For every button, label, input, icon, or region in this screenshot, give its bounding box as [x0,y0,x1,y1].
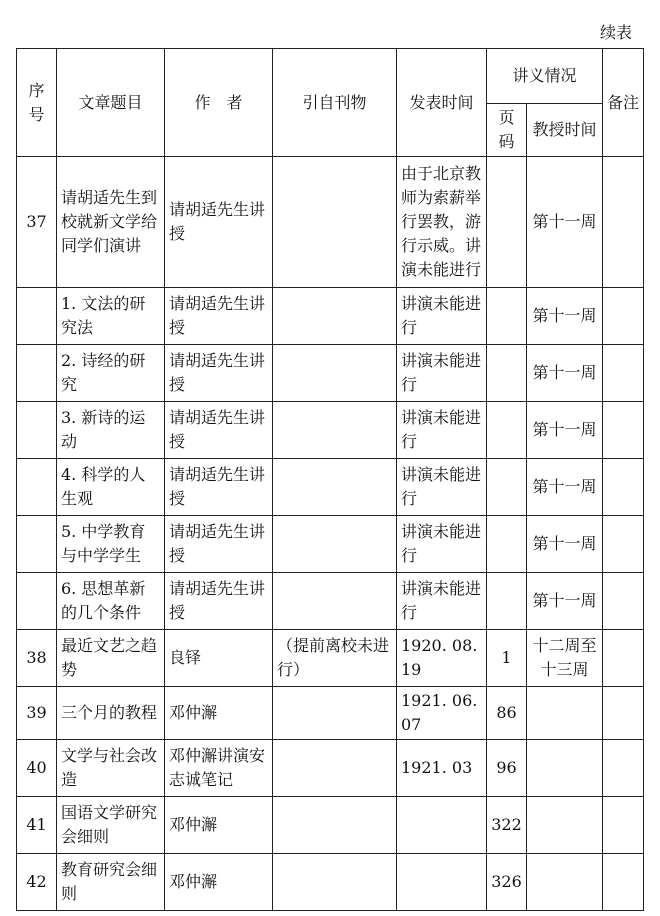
cell-author: 请胡适先生讲授 [165,402,273,459]
cell-note [603,345,644,402]
cell-no [17,573,57,630]
cell-date: 1921. 06. 07 [397,687,487,740]
cell-title: 3. 新诗的运动 [57,402,165,459]
cell-title: 2. 诗经的研究 [57,345,165,402]
cell-date: 1920. 08. 19 [397,630,487,687]
cell-page: 1 [487,630,527,687]
cell-page [487,459,527,516]
header-no: 序号 [17,49,57,157]
cell-title: 5. 中学教育与中学学生 [57,516,165,573]
cell-page [487,516,527,573]
cell-note [603,630,644,687]
cell-no: 37 [17,157,57,288]
cell-source [273,345,397,402]
cell-note [603,687,644,740]
cell-no [17,402,57,459]
cell-author: 邓仲澥 [165,854,273,911]
cell-page [487,402,527,459]
cell-date: 讲演未能进行 [397,345,487,402]
cell-source [273,402,397,459]
table-row [17,402,644,459]
cell-teach-time: 第十一周 [527,459,603,516]
cell-author: 请胡适先生讲授 [165,157,273,288]
cell-page: 322 [487,797,527,854]
header-date: 发表时间 [397,49,487,157]
table-row [17,854,644,911]
cell-source [273,573,397,630]
cell-title: 请胡适先生到校就新文学给同学们演讲 [57,157,165,288]
cell-author: 请胡适先生讲授 [165,288,273,345]
cell-title: 三个月的教程 [57,687,165,740]
table-row [17,459,644,516]
cell-author: 请胡适先生讲授 [165,345,273,402]
cell-no [17,345,57,402]
cell-teach-time: 十二周至十三周 [527,630,603,687]
cell-author: 邓仲澥 [165,687,273,740]
cell-note [603,402,644,459]
cell-source [273,157,397,288]
table-row [17,797,644,854]
cell-author: 良铎 [165,630,273,687]
table-row [17,687,644,740]
cell-note [603,459,644,516]
cell-source [273,288,397,345]
cell-teach-time: 第十一周 [527,516,603,573]
continued-label: 续表 [599,23,632,42]
cell-teach-time: 第十一周 [527,402,603,459]
cell-date: 讲演未能进行 [397,459,487,516]
cell-title: 教育研究会细则 [57,854,165,911]
cell-source [273,516,397,573]
cell-page: 86 [487,687,527,740]
cell-title: 文学与社会改造 [57,740,165,797]
cell-title: 最近文艺之趋势 [57,630,165,687]
cell-title: 4. 科学的人生观 [57,459,165,516]
cell-no [17,459,57,516]
cell-no: 39 [17,687,57,740]
cell-no: 40 [17,740,57,797]
cell-teach-time: 第十一周 [527,157,603,288]
cell-no: 41 [17,797,57,854]
cell-author: 邓仲澥 [165,797,273,854]
cell-source [273,459,397,516]
articles-table [16,48,644,911]
cell-teach-time: 第十一周 [527,345,603,402]
table-row [17,345,644,402]
cell-teach-time [527,854,603,911]
cell-teach-time: 第十一周 [527,288,603,345]
cell-title: 6. 思想革新的几个条件 [57,573,165,630]
cell-source [273,687,397,740]
cell-page [487,157,527,288]
cell-date: 讲演未能进行 [397,573,487,630]
table-row [17,516,644,573]
cell-page [487,288,527,345]
cell-teach-time [527,797,603,854]
cell-source [273,740,397,797]
cell-note [603,573,644,630]
header-page: 页码 [487,104,527,157]
cell-no [17,516,57,573]
cell-teach-time [527,740,603,797]
cell-date: 由于北京教师为索薪举行罢教，游行示威。讲演未能进行 [397,157,487,288]
cell-title: 1. 文法的研究法 [57,288,165,345]
cell-source [273,854,397,911]
cell-author: 请胡适先生讲授 [165,573,273,630]
table-row [17,630,644,687]
table-row [17,740,644,797]
header-author: 作 者 [165,49,273,157]
cell-note [603,854,644,911]
cell-note [603,288,644,345]
cell-source [273,797,397,854]
cell-note [603,740,644,797]
cell-date: 讲演未能进行 [397,288,487,345]
header-lecture: 讲义情况 [487,49,603,104]
cell-note [603,797,644,854]
header-note: 备注 [603,49,644,157]
cell-date: 讲演未能进行 [397,402,487,459]
cell-author: 请胡适先生讲授 [165,459,273,516]
cell-no [17,288,57,345]
table-body [17,157,644,911]
cell-no: 38 [17,630,57,687]
cell-teach-time: 第十一周 [527,573,603,630]
header-source: 引自刊物 [273,49,397,157]
cell-author: 请胡适先生讲授 [165,516,273,573]
header-title: 文章题目 [57,49,165,157]
cell-page: 96 [487,740,527,797]
cell-note [603,516,644,573]
cell-date: 1921. 03 [397,740,487,797]
cell-date: 讲演未能进行 [397,516,487,573]
cell-source: （提前离校未进行） [273,630,397,687]
cell-teach-time [527,687,603,740]
cell-page: 326 [487,854,527,911]
table-row [17,157,644,288]
header-teach-time: 教授时间 [527,104,603,157]
cell-page [487,573,527,630]
table-row [17,573,644,630]
cell-date [397,797,487,854]
cell-date [397,854,487,911]
cell-title: 国语文学研究会细则 [57,797,165,854]
cell-no: 42 [17,854,57,911]
table-row [17,288,644,345]
cell-note [603,157,644,288]
cell-page [487,345,527,402]
cell-author: 邓仲澥讲演安志诚笔记 [165,740,273,797]
